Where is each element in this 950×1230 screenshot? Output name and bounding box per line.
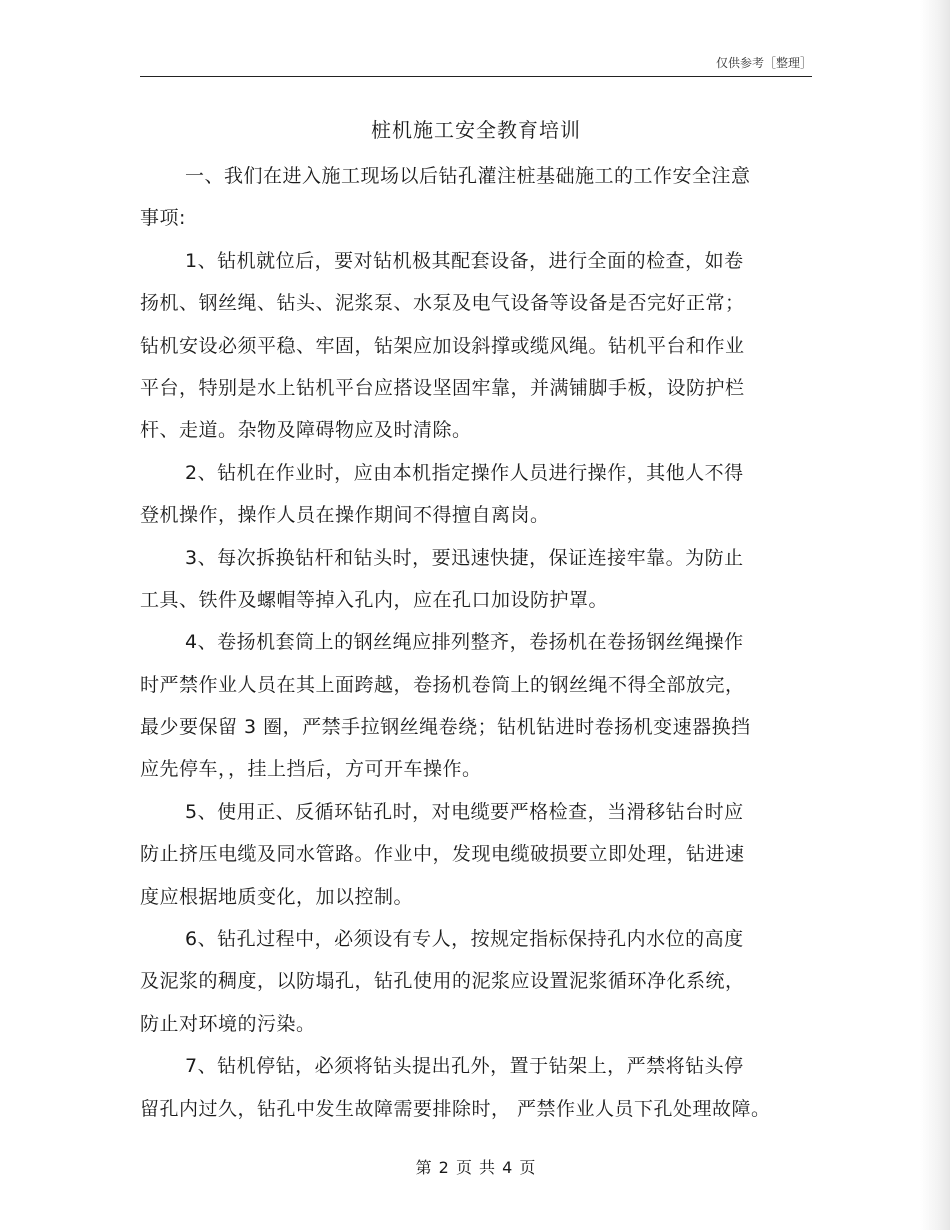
page-footer: 第 2 页 共 4 页	[415, 1158, 537, 1177]
body-text-line: 3、每次拆换钻杆和钻头时，要迅速快捷，保证连接牢靠。为防止	[185, 546, 744, 569]
header-divider	[140, 76, 812, 77]
body-text-line: 平台，特别是水上钻机平台应搭设坚固牢靠，并满铺脚手板，设防护栏	[140, 376, 745, 399]
body-text-line: 钻机安设必须平稳、牢固，钻架应加设斜撑或缆风绳。钻机平台和作业	[140, 334, 745, 357]
body-text-line: 度应根据地质变化，加以控制。	[140, 885, 414, 908]
document-title: 桩机施工安全教育培训	[371, 118, 581, 142]
body-text-line: 7、钻机停钻，必须将钻头提出孔外，置于钻架上，严禁将钻头停	[185, 1055, 744, 1078]
body-text-line: 防止对环境的污染。	[140, 1012, 316, 1035]
body-text-line: 2、钻机在作业时，应由本机指定操作人员进行操作，其他人不得	[185, 461, 744, 484]
body-text-line: 杆、走道。杂物及障碍物应及时清除。	[140, 419, 472, 442]
page-header: 仅供参考［整理］	[715, 56, 812, 70]
body-text-line: 最少要保留 3 圈，严禁手拉钢丝绳卷绕；钻机钻进时卷扬机变速器换挡	[140, 716, 751, 739]
body-text-line: 扬机、钢丝绳、钻头、泥浆泵、水泵及电气设备等设备是否完好正常；	[140, 292, 745, 315]
body-text-line: 时严禁作业人员在其上面跨越，卷扬机卷筒上的钢丝绳不得全部放完，	[140, 673, 745, 696]
body-text-line: 1、钻机就位后，要对钻机极其配套设备，进行全面的检查，如卷	[185, 249, 744, 272]
body-text-line: 应先停车，，挂上挡后，方可开车操作。	[140, 758, 482, 781]
body-text-line: 工具、铁件及螺帽等掉入孔内，应在孔口加设防护罩。	[140, 588, 609, 611]
body-text-line: 登机操作，操作人员在操作期间不得擅自离岗。	[140, 504, 550, 527]
body-text-line: 事项:	[140, 207, 186, 230]
body-text-line: 防止挤压电缆及同水管路。作业中，发现电缆破损要立即处理，钻进速	[140, 843, 745, 866]
body-text-line: 6、钻孔过程中，必须设有专人，按规定指标保持孔内水位的高度	[185, 928, 744, 951]
body-text-line: 一、我们在进入施工现场以后钻孔灌注桩基础施工的工作安全注意	[185, 165, 751, 187]
body-text-line: 5、使用正、反循环钻孔时，对电缆要严格检查，当滑移钻台时应	[185, 800, 744, 823]
page-edge-shadow	[920, 0, 950, 1230]
body-text-line: 4、卷扬机套筒上的钢丝绳应排列整齐，卷扬机在卷扬钢丝绳操作	[185, 631, 744, 654]
body-text-line: 及泥浆的稠度，以防塌孔，钻孔使用的泥浆应设置泥浆循环净化系统，	[140, 970, 745, 993]
body-text-line: 留孔内过久，钻孔中发生故障需要排除时， 严禁作业人员下孔处理故障。	[140, 1097, 771, 1120]
document-body	[140, 155, 812, 1130]
